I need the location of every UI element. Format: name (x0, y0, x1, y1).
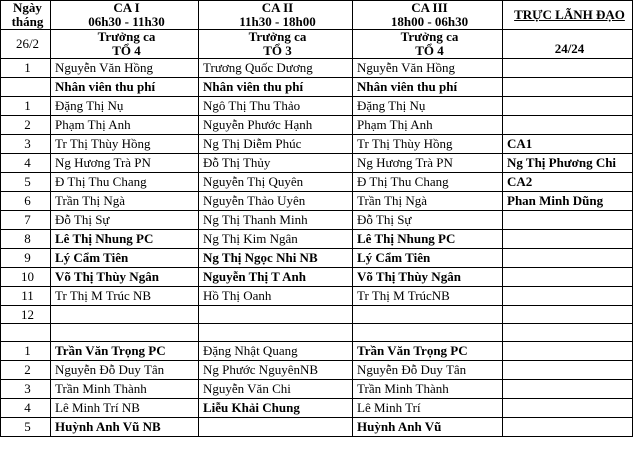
table-row (1, 192, 633, 211)
table-row (1, 399, 633, 418)
shift-2-staff-cell: Ng Thị Thanh Minh (199, 211, 353, 230)
shift-1-staff-cell: Huỳnh Anh Vũ NB (51, 418, 199, 437)
shift-1-staff-cell: Đỗ Thị Sự (51, 211, 199, 230)
shift-1-staff-cell: Tr Thị M Trúc NB (51, 287, 199, 306)
leader-duty-cell (503, 78, 633, 97)
shift-3-time: 18h00 - 06h30 (390, 14, 469, 29)
date-column-header (1, 1, 51, 30)
row-number: 1 (1, 59, 51, 78)
table-row (1, 380, 633, 399)
shift-1-staff-cell: Trần Văn Trọng PC (51, 342, 199, 361)
row-number: 2 (1, 361, 51, 380)
shift-1-staff-cell: Tr Thị Thùy Hồng (51, 135, 199, 154)
shift-1-staff-cell: Lê Thị Nhung PC (51, 230, 199, 249)
shift-1-staff-cell: Đ Thị Thu Chang (51, 173, 199, 192)
leader-duty-cell (503, 399, 633, 418)
shift-1-staff-cell (51, 306, 199, 324)
row-number: 3 (1, 380, 51, 399)
leader-duty-header: TRỰC LÃNH ĐẠO (503, 1, 633, 30)
table-row (1, 361, 633, 380)
table-row (1, 268, 633, 287)
table-row (1, 154, 633, 173)
shift-2-staff-cell: Ng Thị Diễm Phúc (199, 135, 353, 154)
table-row (1, 306, 633, 324)
shift-1-staff-cell (51, 324, 199, 342)
shift-1-staff-cell: Nguyễn Đỗ Duy Tân (51, 361, 199, 380)
row-number: 11 (1, 287, 51, 306)
table-row (1, 173, 633, 192)
shift-3-staff-cell: Lê Thị Nhung PC (353, 230, 503, 249)
shift-2-staff-cell: Nguyễn Thảo Uyên (199, 192, 353, 211)
shift-1-staff-cell: Trần Minh Thành (51, 380, 199, 399)
shift-2-staff-cell (199, 418, 353, 437)
row-number: 4 (1, 399, 51, 418)
shift-1-header (51, 1, 199, 30)
leader-duty-cell (503, 380, 633, 399)
table-row (1, 342, 633, 361)
shift-2-staff-cell: Liễu Khải Chung (199, 399, 353, 418)
shift-3-staff-cell: Tr Thị M TrúcNB (353, 287, 503, 306)
row-number: 6 (1, 192, 51, 211)
shift-1-staff-cell: Lý Cẩm Tiên (51, 249, 199, 268)
table-row (1, 287, 633, 306)
leader-duty-cell (503, 306, 633, 324)
shift-3-staff-cell: Trần Minh Thành (353, 380, 503, 399)
shift-3-header (353, 1, 503, 30)
shift-1-staff-cell: Phạm Thị Anh (51, 116, 199, 135)
row-number: 8 (1, 230, 51, 249)
shift-2-time: 11h30 - 18h00 (239, 14, 316, 29)
shift-1-group (51, 30, 199, 59)
leader-duty-cell: Ng Thị Phương Chi (503, 154, 633, 173)
shift-3-staff-cell (353, 324, 503, 342)
shift-2-staff-cell: Nguyễn Thị T Anh (199, 268, 353, 287)
shift-1-staff-cell: Ng Hương Trà PN (51, 154, 199, 173)
date-cell: 26/2 (1, 30, 51, 59)
row-number: 1 (1, 342, 51, 361)
shift-3-staff-cell: Võ Thị Thùy Ngân (353, 268, 503, 287)
row-number: 5 (1, 418, 51, 437)
shift-3-staff-cell: Tr Thị Thùy Hồng (353, 135, 503, 154)
shift-3-group-title: Trưởng ca (400, 29, 459, 44)
table-row (1, 211, 633, 230)
table-row (1, 116, 633, 135)
group-row (1, 30, 633, 59)
leader-duty-date-label: 24/24 (554, 41, 585, 56)
shift-1-staff-cell: Nhân viên thu phí (51, 78, 199, 97)
shift-2-staff-cell: Đỗ Thị Thủy (199, 154, 353, 173)
row-number: 9 (1, 249, 51, 268)
shift-2-staff-cell: Ng Phước NguyênNB (199, 361, 353, 380)
leader-duty-cell (503, 230, 633, 249)
leader-duty-cell: Phan Minh Dũng (503, 192, 633, 211)
shift-2-staff-cell: Nguyễn Văn Chi (199, 380, 353, 399)
table-row (1, 97, 633, 116)
row-number (1, 78, 51, 97)
shift-3-team: TỔ 4 (415, 43, 444, 58)
shift-3-staff-cell: Lê Minh Trí (353, 399, 503, 418)
shift-2-staff-cell: Đặng Nhật Quang (199, 342, 353, 361)
header-row (1, 1, 633, 30)
shift-2-group-title: Trưởng ca (248, 29, 307, 44)
row-number: 4 (1, 154, 51, 173)
shift-3-staff-cell: Huỳnh Anh Vũ (353, 418, 503, 437)
shift-3-staff-cell (353, 306, 503, 324)
shift-3-staff-cell: Đặng Thị Nụ (353, 97, 503, 116)
shift-2-staff-cell: Trương Quốc Dương (199, 59, 353, 78)
roster-body (1, 59, 633, 437)
leader-duty-date (503, 30, 633, 59)
shift-2-staff-cell (199, 306, 353, 324)
shift-1-team: TỔ 4 (112, 43, 141, 58)
row-number: 7 (1, 211, 51, 230)
row-number: 2 (1, 116, 51, 135)
shift-3-staff-cell: Lý Cẩm Tiên (353, 249, 503, 268)
leader-duty-cell (503, 97, 633, 116)
shift-2-staff-cell (199, 324, 353, 342)
header-date-label: Ngày (13, 0, 42, 15)
shift-2-staff-cell: Ng Thị Kim Ngân (199, 230, 353, 249)
table-row (1, 249, 633, 268)
shift-2-staff-cell: Ng Thị Ngọc Nhi NB (199, 249, 353, 268)
table-row (1, 59, 633, 78)
row-number: 3 (1, 135, 51, 154)
shift-3-staff-cell: Trần Thị Ngà (353, 192, 503, 211)
shift-2-team: TỔ 3 (263, 43, 292, 58)
table-row (1, 135, 633, 154)
shift-3-staff-cell: Nhân viên thu phí (353, 78, 503, 97)
shift-2-group (199, 30, 353, 59)
shift-3-staff-cell: Đ Thị Thu Chang (353, 173, 503, 192)
shift-3-staff-cell: Ng Hương Trà PN (353, 154, 503, 173)
row-number: 5 (1, 173, 51, 192)
leader-duty-cell (503, 418, 633, 437)
shift-2-name: CA II (261, 0, 294, 15)
leader-duty-cell: CA2 (503, 173, 633, 192)
shift-1-staff-cell: Trần Thị Ngà (51, 192, 199, 211)
shift-2-staff-cell: Nguyễn Thị Quyên (199, 173, 353, 192)
table-row (1, 78, 633, 97)
leader-duty-cell (503, 116, 633, 135)
leader-duty-cell (503, 361, 633, 380)
table-row (1, 230, 633, 249)
shift-1-name: CA I (113, 0, 140, 15)
leader-duty-cell (503, 287, 633, 306)
header-month-label: tháng (11, 14, 44, 29)
leader-duty-cell (503, 324, 633, 342)
shift-3-staff-cell: Phạm Thị Anh (353, 116, 503, 135)
row-number: 10 (1, 268, 51, 287)
shift-2-header (199, 1, 353, 30)
shift-3-staff-cell: Nguyễn Văn Hồng (353, 59, 503, 78)
shift-1-staff-cell: Lê Minh Trí NB (51, 399, 199, 418)
leader-duty-cell (503, 211, 633, 230)
leader-duty-cell: CA1 (503, 135, 633, 154)
row-number: 1 (1, 97, 51, 116)
shift-2-staff-cell: Nguyễn Phước Hạnh (199, 116, 353, 135)
row-number: 12 (1, 306, 51, 324)
leader-duty-cell (503, 268, 633, 287)
shift-1-group-title: Trưởng ca (97, 29, 156, 44)
shift-2-staff-cell: Nhân viên thu phí (199, 78, 353, 97)
shift-3-staff-cell: Đỗ Thị Sự (353, 211, 503, 230)
shift-2-staff-cell: Hồ Thị Oanh (199, 287, 353, 306)
shift-2-staff-cell: Ngô Thị Thu Thảo (199, 97, 353, 116)
shift-1-time: 06h30 - 11h30 (88, 14, 165, 29)
row-number (1, 324, 51, 342)
leader-duty-cell (503, 59, 633, 78)
leader-duty-cell (503, 249, 633, 268)
shift-1-staff-cell: Nguyễn Văn Hồng (51, 59, 199, 78)
table-row (1, 324, 633, 342)
table-row (1, 418, 633, 437)
shift-3-staff-cell: Nguyễn Đỗ Duy Tân (353, 361, 503, 380)
shift-3-name: CA III (411, 0, 448, 15)
shift-1-staff-cell: Võ Thị Thùy Ngân (51, 268, 199, 287)
leader-duty-cell (503, 342, 633, 361)
shift-3-staff-cell: Trần Văn Trọng PC (353, 342, 503, 361)
shift-3-group (353, 30, 503, 59)
shift-1-staff-cell: Đặng Thị Nụ (51, 97, 199, 116)
